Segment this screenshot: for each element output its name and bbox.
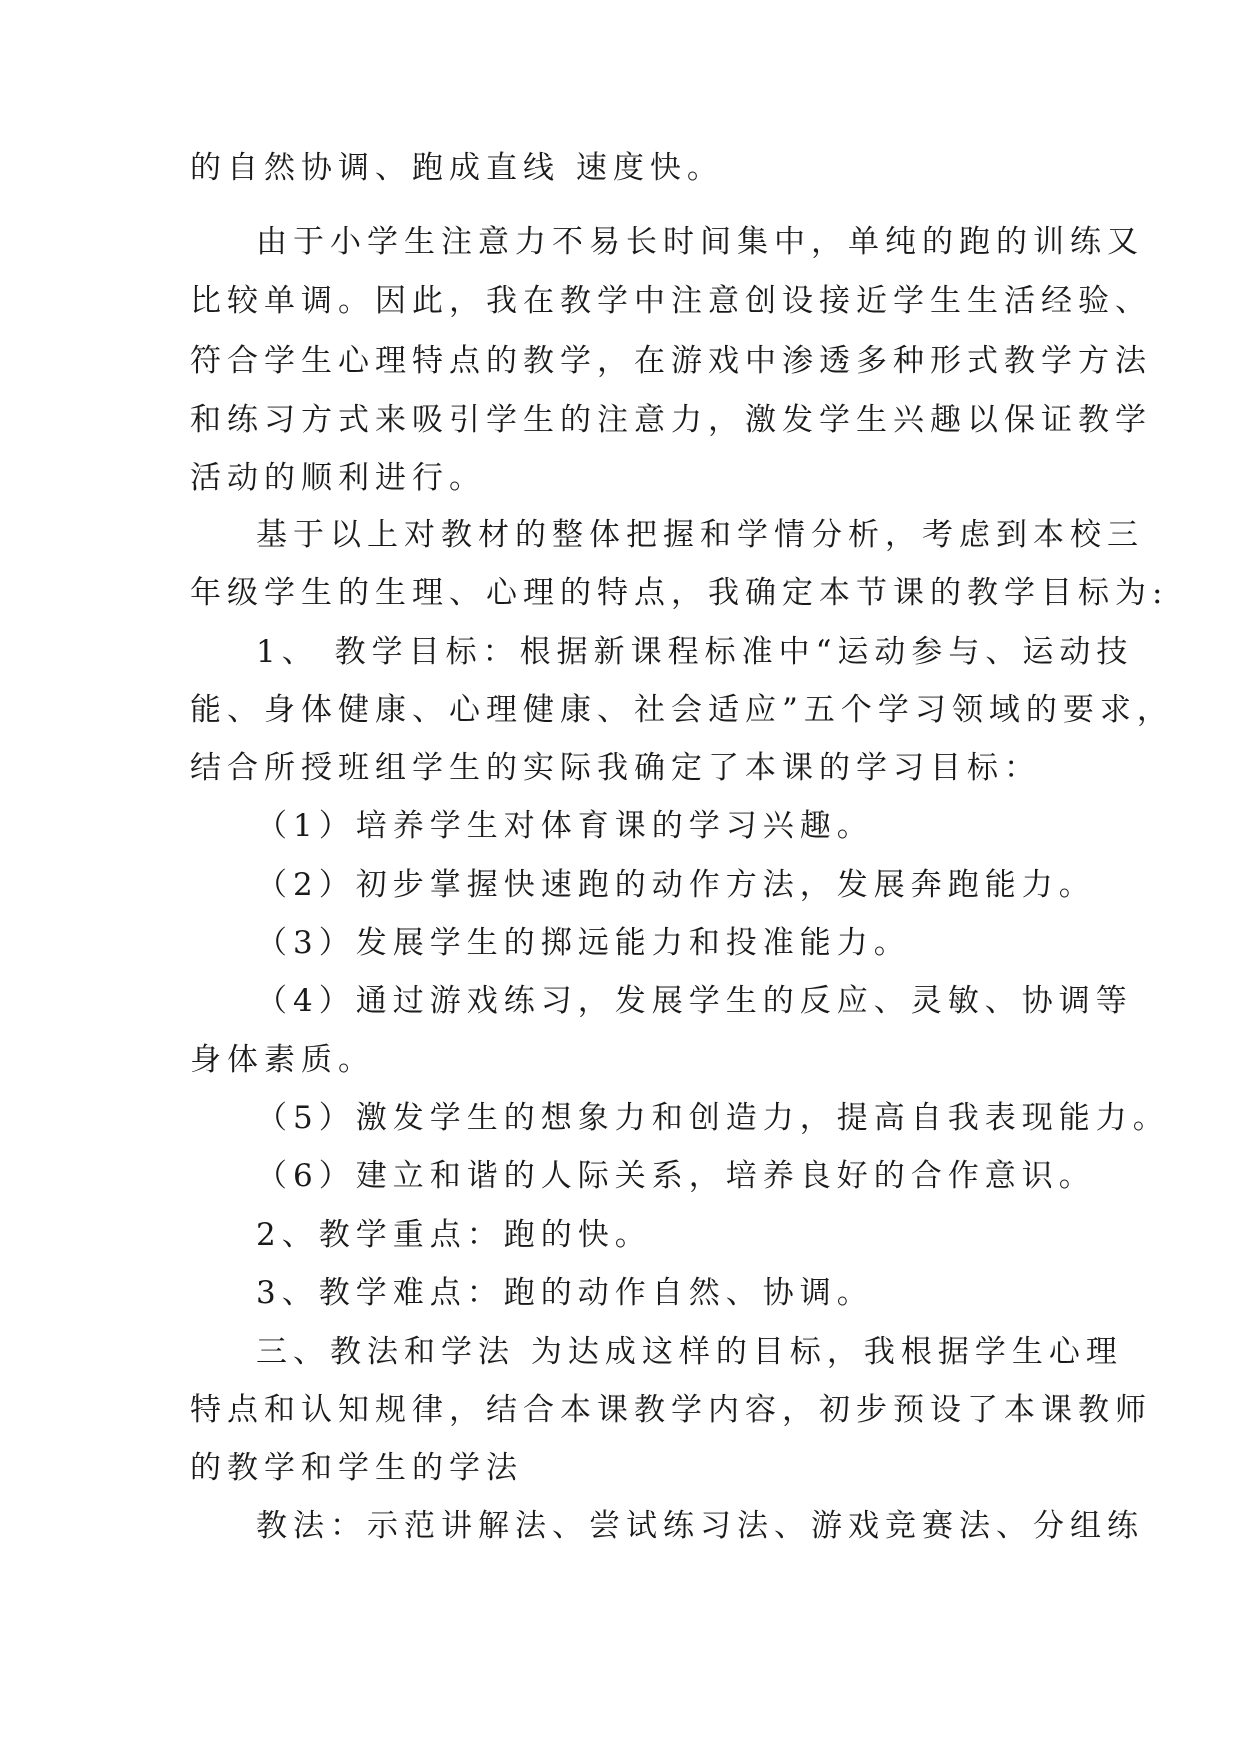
text-line: （4）通过游戏练习，发展学生的反应、灵敏、协调等 <box>256 983 1133 1019</box>
text-line: 结合所授班组学生的实际我确定了本课的学习目标： <box>190 750 1041 786</box>
text-line: 能、身体健康、心理健康、社会适应”五个学习领域的要求， <box>190 692 1174 728</box>
text-line: 的教学和学生的学法 <box>190 1450 523 1486</box>
text-line: （3）发展学生的掷远能力和投准能力。 <box>256 925 911 961</box>
text-line: 2、教学重点：跑的快。 <box>256 1217 652 1253</box>
text-line: 身体素质。 <box>190 1042 375 1078</box>
text-line: 基于以上对教材的整体把握和学情分析，考虑到本校三 <box>256 517 1144 553</box>
text-line: 比较单调。因此，我在教学中注意创设接近学生生活经验、 <box>190 283 1152 319</box>
text-line: 年级学生的生理、心理的特点，我确定本节课的教学目标为: <box>190 575 1169 611</box>
text-line: 由于小学生注意力不易长时间集中，单纯的跑的训练又 <box>256 224 1144 260</box>
text-line: 三、教法和学法 为达成这样的目标，我根据学生心理 <box>256 1334 1123 1370</box>
text-line: 符合学生心理特点的教学，在游戏中渗透多种形式教学方法 <box>190 343 1152 379</box>
text-line: 活动的顺利进行。 <box>190 460 486 496</box>
text-line: 1、 教学目标：根据新课程标准中“运动参与、运动技 <box>256 634 1134 670</box>
text-line: （6）建立和谐的人际关系，培养良好的合作意识。 <box>256 1158 1096 1194</box>
text-line: 的自然协调、跑成直线 速度快。 <box>190 150 724 186</box>
text-line: 和练习方式来吸引学生的注意力，激发学生兴趣以保证教学 <box>190 402 1152 438</box>
text-line: （5）激发学生的想象力和创造力，提高自我表现能力。 <box>256 1100 1170 1136</box>
text-line: 教法：示范讲解法、尝试练习法、游戏竞赛法、分组练 <box>256 1508 1144 1544</box>
text-line: （2）初步掌握快速跑的动作方法，发展奔跑能力。 <box>256 867 1096 903</box>
text-line: （1）培养学生对体育课的学习兴趣。 <box>256 808 874 844</box>
text-line: 3、教学难点：跑的动作自然、协调。 <box>256 1275 874 1311</box>
text-line: 特点和认知规律，结合本课教学内容，初步预设了本课教师 <box>190 1392 1152 1428</box>
